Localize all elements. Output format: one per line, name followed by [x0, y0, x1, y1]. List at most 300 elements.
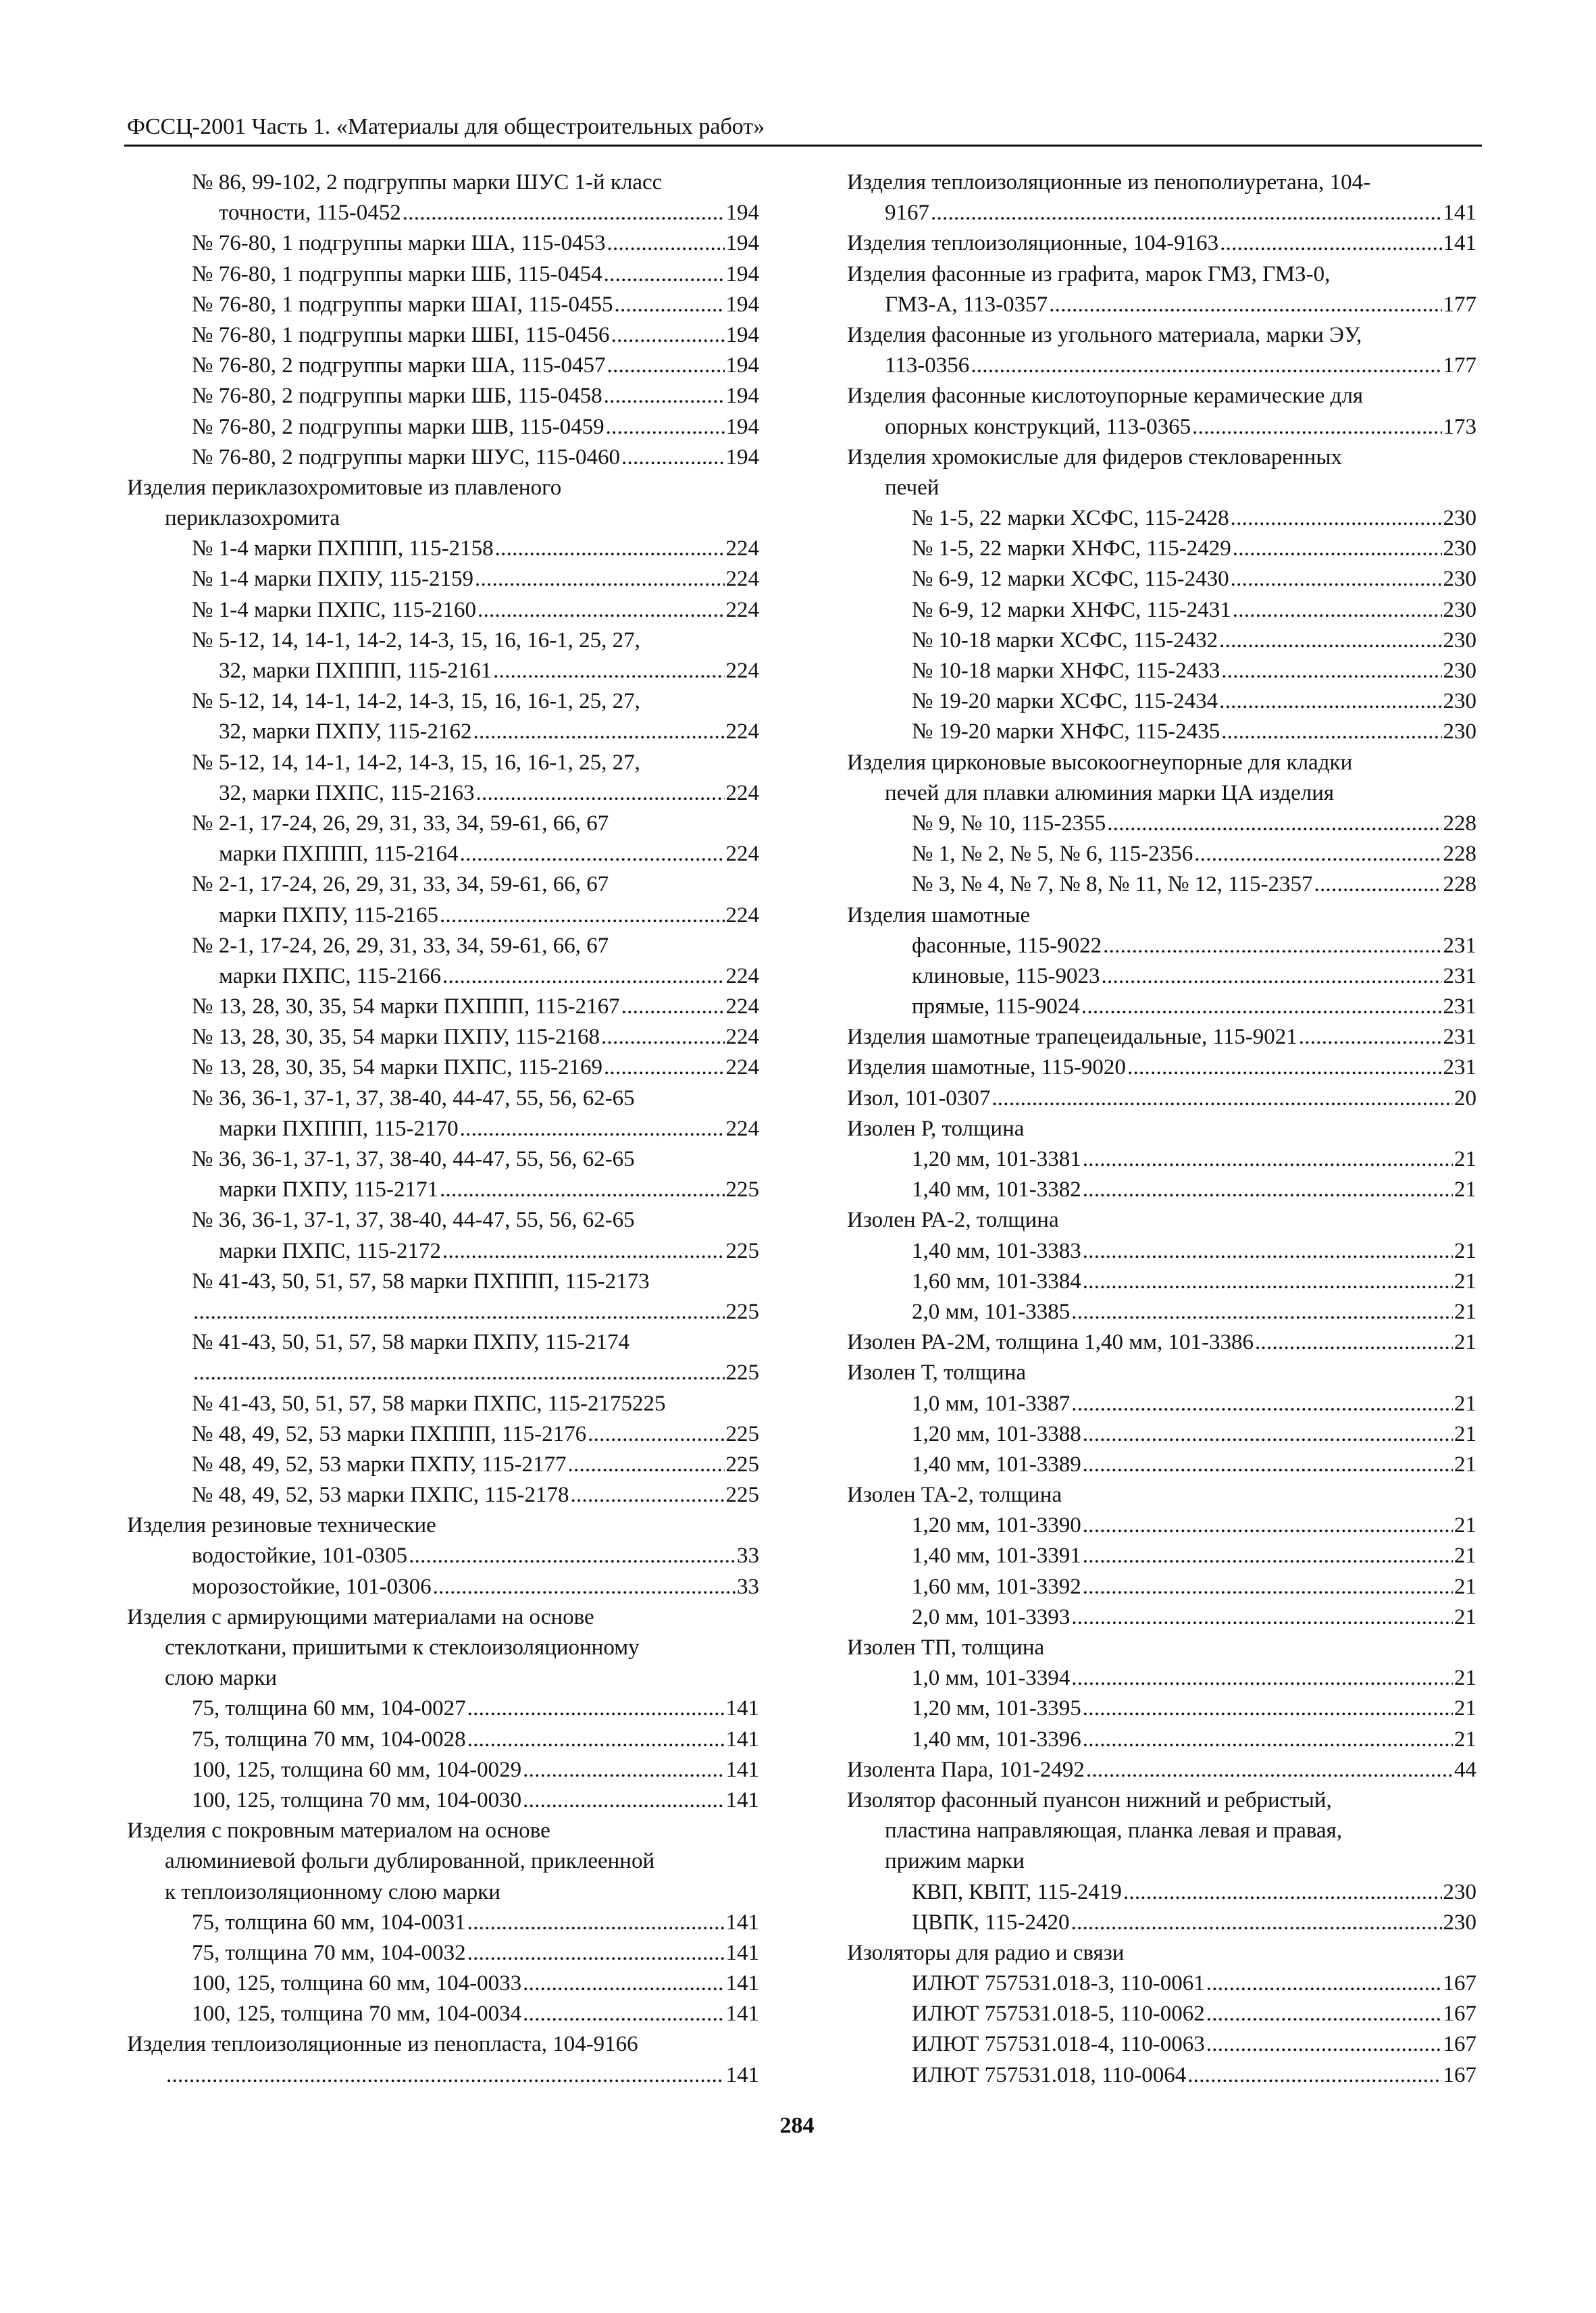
- index-entry-line: [847, 1144, 1476, 1175]
- index-entry-line: [847, 1725, 1476, 1755]
- index-entry-line: [127, 931, 759, 961]
- index-entry-line: [127, 1389, 759, 1419]
- index-entry-text: Изделия фасонные из графита, марок ГМЗ, ГМЗ-0,: [847, 261, 1331, 286]
- index-page-number: 224: [725, 903, 759, 927]
- index-entry-line: [127, 1419, 759, 1450]
- index-entry-line: [127, 595, 759, 626]
- index-page-number: 224: [725, 963, 759, 988]
- index-entry-line: [127, 351, 759, 381]
- index-entry-text: марки ПХПС, 115-2166: [219, 963, 442, 988]
- dot-leader: [440, 1175, 725, 1205]
- index-page-number: 224: [725, 719, 759, 744]
- index-page-number: 167: [1443, 2062, 1476, 2087]
- index-entry-text: 100, 125, толщина 70 мм, 104-0034: [192, 2002, 522, 2027]
- index-page-number: 194: [725, 322, 759, 347]
- index-entry-text: ГМЗ-А, 113-0357: [885, 292, 1048, 317]
- index-page-number: 228: [1443, 811, 1476, 836]
- index-entry-text: Изделия теплоизоляционные, 104-9163: [847, 231, 1219, 256]
- dot-leader: [1233, 534, 1442, 564]
- index-entry-text: № 1-5, 22 марки ХСФС, 115-2428: [912, 506, 1229, 531]
- index-entry-heading: [847, 1327, 1476, 1358]
- index-entry-line: [127, 1144, 759, 1175]
- index-page-number: 194: [725, 414, 759, 439]
- dot-leader: [1231, 503, 1442, 534]
- index-page-number: 224: [725, 1055, 759, 1080]
- index-page-number: 194: [725, 201, 759, 226]
- dot-leader: [467, 1694, 725, 1724]
- index-entry-line: [127, 1938, 759, 1968]
- index-entry-text: морозостойкие, 101-0306: [192, 1574, 432, 1599]
- index-entry-text: № 1-4 марки ПХПУ, 115-2159: [192, 567, 473, 592]
- index-entry-heading: [847, 1358, 1476, 1388]
- index-page-number: 21: [1454, 1299, 1476, 1324]
- index-entry-text: 75, толщина 60 мм, 104-0031: [192, 1910, 466, 1935]
- index-entry-line: [847, 2029, 1476, 2060]
- dot-leader: [588, 1419, 724, 1450]
- index-entry-text: Изолен Р, толщина: [847, 1116, 1025, 1141]
- index-entry-text: ЦВПК, 115-2420: [912, 1910, 1070, 1935]
- index-entry-line: [127, 198, 759, 228]
- index-page-number: 141: [725, 1787, 759, 1812]
- index-page-number: 228: [1443, 842, 1476, 867]
- dot-leader: [621, 442, 725, 473]
- index-entry-line: [127, 1236, 759, 1267]
- dot-leader: [614, 290, 724, 320]
- index-entry-text: № 1-4 марки ПХПС, 115-2160: [192, 597, 476, 622]
- dot-leader: [1194, 839, 1441, 869]
- index-entry-heading: [847, 1938, 1476, 1968]
- index-entry-line: [847, 564, 1476, 594]
- index-entry-line: [847, 198, 1476, 228]
- index-entry-line: [127, 1052, 759, 1083]
- index-entry-line: [127, 1084, 759, 1114]
- dot-leader: [478, 595, 725, 626]
- dot-leader: [1083, 1267, 1453, 1297]
- header-divider: [124, 145, 1482, 147]
- index-entry-line: [127, 228, 759, 259]
- dot-leader: [523, 1755, 724, 1785]
- index-entry-text: № 48, 49, 52, 53 марки ПХПС, 115-2178: [192, 1483, 569, 1508]
- index-entry-line: [127, 686, 759, 717]
- index-entry-heading: [847, 442, 1476, 473]
- index-entry-line: [127, 1785, 759, 1816]
- index-entry-line: [127, 1846, 759, 1877]
- index-entry-text: КВП, КВПТ, 115-2419: [912, 1879, 1122, 1904]
- index-page-number: 33: [737, 1544, 759, 1569]
- dot-leader: [403, 198, 725, 228]
- index-page-number: 225: [725, 1361, 759, 1386]
- index-entry-text: Изделия с армирующими материалами на основе: [127, 1604, 594, 1629]
- index-page-number: 224: [725, 994, 759, 1019]
- index-entry-text: Изоляторы для радио и связи: [847, 1940, 1125, 1965]
- index-entry-heading: [127, 1816, 759, 1846]
- index-entry-line: [127, 259, 759, 290]
- index-entry-heading: [847, 1114, 1476, 1144]
- dot-leader: [1221, 717, 1441, 747]
- index-entry-text: опорных конструкций, 113-0365: [885, 414, 1191, 439]
- dot-leader: [475, 564, 725, 594]
- dot-leader: [1219, 686, 1441, 717]
- dot-leader: [1220, 228, 1441, 259]
- index-entry-text: № 5-12, 14, 14-1, 14-2, 14-3, 15, 16, 16-1, 25, 27,: [192, 689, 640, 714]
- index-page-number: 177: [1443, 292, 1476, 317]
- dot-leader: [1083, 1419, 1453, 1450]
- dot-leader: [607, 228, 724, 259]
- index-entry-text: Изделия цирконовые высокоогнеупорные для кладки: [847, 750, 1353, 775]
- dot-leader: [1071, 1602, 1453, 1633]
- index-entry-line: [127, 1205, 759, 1236]
- index-page-number: 224: [725, 536, 759, 561]
- index-entry-text: 1,40 мм, 101-3396: [912, 1727, 1081, 1752]
- index-entry-text: 1,40 мм, 101-3391: [912, 1544, 1081, 1569]
- page-number: 284: [779, 2113, 815, 2138]
- index-entry-text: Изолента Пара, 101-2492: [847, 1757, 1085, 1782]
- index-entry-text: 2,0 мм, 101-3393: [912, 1604, 1071, 1629]
- dot-leader: [567, 1450, 724, 1480]
- index-entry-text: 1,0 мм, 101-3387: [912, 1391, 1071, 1416]
- dot-leader: [611, 320, 725, 351]
- index-entry-heading: [847, 259, 1476, 290]
- index-entry-heading: [847, 1084, 1476, 1114]
- dot-leader: [523, 1968, 724, 1999]
- dot-leader: [1314, 869, 1441, 900]
- index-page-number: 231: [1443, 933, 1476, 958]
- index-entry-text: клиновые, 115-9023: [912, 963, 1100, 988]
- dot-leader: [440, 900, 725, 931]
- index-page-number: 141: [725, 2002, 759, 2027]
- dot-leader: [1071, 1389, 1453, 1419]
- dot-leader: [523, 1999, 724, 2029]
- index-entry-heading: [847, 1633, 1476, 1663]
- index-entry-line: [847, 473, 1476, 503]
- index-entry-text: № 5-12, 14, 14-1, 14-2, 14-3, 15, 16, 16-1, 25, 27,: [192, 628, 640, 653]
- dot-leader: [1049, 290, 1441, 320]
- index-entry-text: Изделия шамотные: [847, 903, 1031, 927]
- index-entry-line: [847, 595, 1476, 626]
- index-entry-text: марки ПХПС, 115-2172: [219, 1238, 442, 1263]
- index-entry-line: [127, 412, 759, 442]
- index-entry-text: стеклоткани, пришитыми к стеклоизоляционному: [165, 1635, 640, 1660]
- index-page-number: 44: [1454, 1757, 1476, 1782]
- index-entry-text: № 86, 99-102, 2 подгруппы марки ШУС 1-й класс: [192, 170, 663, 195]
- index-entry-text: фасонные, 115-9022: [912, 933, 1102, 958]
- index-page-number: 224: [725, 780, 759, 805]
- index-page-number: 224: [725, 597, 759, 622]
- index-entry-text: ИЛЮТ 757531.018-4, 110-0063: [912, 2032, 1205, 2057]
- index-entry-text: 100, 125, толщина 70 мм, 104-0030: [192, 1787, 522, 1812]
- dot-leader: [409, 1541, 736, 1571]
- index-entry-text: Изделия резиновые технические: [127, 1513, 436, 1538]
- index-page-number: 224: [725, 1116, 759, 1141]
- dot-leader: [1299, 1022, 1442, 1052]
- index-entry-text: Изделия с покровным материалом на основе: [127, 1819, 550, 1844]
- dot-leader: [1071, 1297, 1453, 1327]
- index-entry-line: [847, 1999, 1476, 2029]
- index-page-number: 167: [1443, 1971, 1476, 1996]
- index-entry-text: № 48, 49, 52, 53 марки ПХПУ, 115-2177: [192, 1452, 567, 1477]
- index-entry-line: [127, 2060, 759, 2091]
- index-entry-line: [127, 1541, 759, 1571]
- index-page-number: 21: [1454, 1604, 1476, 1629]
- index-page-number: 141: [1443, 231, 1476, 256]
- index-entry-text: Изолен РА-2М, толщина 1,40 мм, 101-3386: [847, 1330, 1254, 1355]
- index-entry-line: [127, 1725, 759, 1755]
- index-page-number: 141: [725, 1910, 759, 1935]
- index-entry-text: периклазохромита: [165, 506, 340, 531]
- index-entry-heading: [847, 900, 1476, 931]
- dot-leader: [1221, 656, 1441, 686]
- dot-leader: [1083, 1175, 1453, 1205]
- index-entry-line: [127, 1267, 759, 1297]
- index-entry-text: № 9, № 10, 115-2355: [912, 811, 1106, 836]
- index-entry-line: [127, 168, 759, 198]
- index-entry-text: водостойкие, 101-0305: [192, 1544, 408, 1569]
- index-page-number: 141: [725, 1696, 759, 1721]
- index-entry-text: 32, марки ПХППП, 115-2161: [219, 659, 492, 683]
- index-page-number: 225: [725, 1177, 759, 1202]
- index-entry-line: [847, 1267, 1476, 1297]
- index-page-number: 228: [1443, 872, 1476, 897]
- dot-leader: [493, 656, 724, 686]
- index-page-number: 231: [1443, 963, 1476, 988]
- index-entry-text: 100, 125, толщина 60 мм, 104-0033: [192, 1971, 522, 1996]
- index-page-number: 230: [1443, 628, 1476, 653]
- index-page-number: 167: [1443, 2032, 1476, 2057]
- dot-leader: [604, 1052, 724, 1083]
- dot-leader: [1083, 1572, 1453, 1602]
- index-entry-text: 2,0 мм, 101-3385: [912, 1299, 1071, 1324]
- index-entry-text: № 48, 49, 52, 53 марки ПХППП, 115-2176: [192, 1421, 587, 1446]
- index-page-number: 141: [725, 1971, 759, 1996]
- index-entry-text: Изделия фасонные из угольного материала, марки ЭУ,: [847, 322, 1362, 347]
- dot-leader: [1206, 2029, 1442, 2060]
- index-page-number: 20: [1454, 1086, 1476, 1111]
- index-entry-line: [847, 1846, 1476, 1877]
- index-entry-line: [847, 809, 1476, 839]
- index-page-number: 230: [1443, 689, 1476, 714]
- index-entry-text: Изделия теплоизоляционные из пенополиуретана, 104-: [847, 170, 1371, 195]
- index-entry-text: Изолен Т, толщина: [847, 1361, 1027, 1386]
- index-entry-text: 113-0356: [885, 353, 970, 378]
- index-entry-line: [127, 1694, 759, 1724]
- index-entry-line: [127, 1022, 759, 1052]
- index-page-number: 224: [725, 1025, 759, 1050]
- index-entry-text: № 13, 28, 30, 35, 54 марки ПХППП, 115-2167: [192, 994, 620, 1019]
- index-entry-text: марки ПХПУ, 115-2165: [219, 903, 438, 927]
- index-entry-line: [127, 1908, 759, 1938]
- index-page-number: 230: [1443, 659, 1476, 683]
- index-entry-line: [847, 626, 1476, 656]
- index-entry-line: [847, 2060, 1476, 2091]
- index-page-number: 230: [1443, 719, 1476, 744]
- dot-leader: [1071, 1663, 1453, 1694]
- dot-leader: [1083, 1694, 1453, 1724]
- index-entry-line: [847, 503, 1476, 534]
- index-page-number: 230: [1443, 567, 1476, 592]
- index-entry-text: к теплоизоляционному слою марки: [165, 1879, 500, 1904]
- index-entry-line: [127, 839, 759, 869]
- index-entry-line: [127, 1358, 759, 1388]
- index-entry-line: [127, 1480, 759, 1510]
- index-page-number: 21: [1454, 1177, 1476, 1202]
- index-entry-line: [847, 290, 1476, 320]
- index-entry-text: 1,60 мм, 101-3384: [912, 1269, 1081, 1294]
- index-entry-line: [847, 1389, 1476, 1419]
- index-entry-line: [127, 869, 759, 900]
- index-entry-text: 1,40 мм, 101-3389: [912, 1452, 1081, 1477]
- index-entry-line: [127, 1450, 759, 1480]
- index-entry-line: [127, 656, 759, 686]
- index-page-number: 225: [725, 1452, 759, 1477]
- dot-leader: [467, 1725, 725, 1755]
- index-page-number: 21: [1454, 1452, 1476, 1477]
- dot-leader: [1103, 931, 1441, 961]
- dot-leader: [931, 198, 1442, 228]
- index-entry-text: марки ПХППП, 115-2164: [219, 842, 459, 867]
- dot-leader: [1107, 809, 1441, 839]
- index-page-number: 194: [725, 444, 759, 469]
- index-entry-text: ИЛЮТ 757531.018-5, 110-0062: [912, 2002, 1205, 2027]
- index-entry-line: [847, 1450, 1476, 1480]
- index-entry-text: № 76-80, 1 подгруппы марки ШБ, 115-0454: [192, 261, 602, 286]
- index-page-number: 21: [1454, 1696, 1476, 1721]
- index-entry-text: № 19-20 марки ХНФС, 115-2435: [912, 719, 1220, 744]
- dot-leader: [1219, 626, 1441, 656]
- index-entry-line: [127, 748, 759, 778]
- index-page-number: 225: [725, 1238, 759, 1263]
- index-entry-heading: [847, 168, 1476, 198]
- index-entry-line: [127, 1572, 759, 1602]
- index-page-number: 21: [1454, 1238, 1476, 1263]
- index-entry-line: [127, 381, 759, 411]
- index-page-number: 21: [1454, 1391, 1476, 1416]
- dot-leader: [442, 961, 724, 992]
- index-page-number: 194: [725, 231, 759, 256]
- dot-leader: [1255, 1327, 1453, 1358]
- index-entry-text: № 13, 28, 30, 35, 54 марки ПХПС, 115-2169: [192, 1055, 603, 1080]
- index-entry-text: № 5-12, 14, 14-1, 14-2, 14-3, 15, 16, 16-1, 25, 27,: [192, 750, 640, 775]
- index-entry-line: [847, 1908, 1476, 1938]
- index-page-number: 21: [1454, 1727, 1476, 1752]
- index-entry-text: Изделия шамотные, 115-9020: [847, 1055, 1126, 1080]
- index-entry-text: № 10-18 марки ХСФС, 115-2432: [912, 628, 1218, 653]
- index-entry-line: [847, 1816, 1476, 1846]
- index-entry-heading: [127, 2029, 759, 2060]
- index-entry-text: ИЛЮТ 757531.018-3, 110-0061: [912, 1971, 1205, 1996]
- index-page-number: 194: [725, 261, 759, 286]
- index-entry-text: № 76-80, 2 подгруппы марки ШВ, 115-0459: [192, 414, 604, 439]
- index-entry-text: № 36, 36-1, 37-1, 37, 38-40, 44-47, 55, 56, 62-65: [192, 1208, 635, 1233]
- index-entry-text: № 1-5, 22 марки ХНФС, 115-2429: [912, 536, 1231, 561]
- index-entry-text: № 76-80, 2 подгруппы марки ШБ, 115-0458: [192, 384, 602, 409]
- index-page-number: 21: [1454, 1147, 1476, 1171]
- index-entry-text: 75, толщина 70 мм, 104-0028: [192, 1727, 466, 1752]
- index-entry-line: [847, 1602, 1476, 1633]
- index-entry-text: № 76-80, 1 подгруппы марки ША, 115-0453: [192, 231, 606, 256]
- index-entry-text: 1,20 мм, 101-3390: [912, 1513, 1081, 1538]
- index-entry-heading: [847, 228, 1476, 259]
- index-entry-heading: [847, 1480, 1476, 1510]
- index-page-number: 21: [1454, 1421, 1476, 1446]
- index-entry-line: [127, 1755, 759, 1785]
- index-entry-line: [847, 869, 1476, 900]
- index-entry-text: № 36, 36-1, 37-1, 37, 38-40, 44-47, 55, 56, 62-65: [192, 1086, 635, 1111]
- index-entry-text: прямые, 115-9024: [912, 994, 1080, 1019]
- index-entry-line: [127, 1114, 759, 1144]
- index-entry-heading: [127, 473, 759, 503]
- index-entry-line: [127, 717, 759, 747]
- index-entry-text: прижим марки: [885, 1849, 1025, 1874]
- index-page-number: 177: [1443, 353, 1476, 378]
- index-entry-heading: [847, 1205, 1476, 1236]
- index-entry-line: [847, 1694, 1476, 1724]
- dot-leader: [604, 381, 725, 411]
- index-page-number: 224: [725, 842, 759, 867]
- index-entry-heading: [847, 1785, 1476, 1816]
- index-entry-line: [127, 1175, 759, 1205]
- index-entry-line: [847, 992, 1476, 1022]
- index-page-number: 21: [1454, 1269, 1476, 1294]
- index-entry-heading: [847, 1052, 1476, 1083]
- dot-leader: [1083, 1510, 1453, 1541]
- page-header-title: ФССЦ-2001 Часть 1. «Материалы для общестроительных работ»: [127, 114, 765, 139]
- index-entry-text: № 76-80, 1 подгруппы марки ШАI, 115-0455: [192, 292, 613, 317]
- index-entry-text: Изол, 101-0307: [847, 1086, 991, 1111]
- index-entry-text: Изделия теплоизоляционные из пенопласта, 104-9166: [127, 2032, 638, 2057]
- index-entry-line: [127, 809, 759, 839]
- index-entry-line: [127, 503, 759, 534]
- dot-leader: [442, 1236, 724, 1267]
- index-entry-text: № 2-1, 17-24, 26, 29, 31, 33, 34, 59-61, 66, 67: [192, 933, 609, 958]
- dot-leader: [433, 1572, 736, 1602]
- dot-leader: [1206, 1999, 1442, 2029]
- dot-leader: [467, 1938, 725, 1968]
- index-entry-text: 1,20 мм, 101-3381: [912, 1147, 1081, 1171]
- index-entry-text: Изолен РА-2, толщина: [847, 1208, 1059, 1233]
- dot-leader: [621, 992, 725, 1022]
- index-entry-line: [847, 534, 1476, 564]
- index-entry-text: печей для плавки алюминия марки ЦА изделия: [885, 780, 1335, 805]
- index-page-number: 194: [725, 353, 759, 378]
- index-entry-text: точности, 115-0452: [219, 201, 401, 226]
- index-page-number: 21: [1454, 1544, 1476, 1569]
- index-page-number: 173: [1443, 414, 1476, 439]
- index-entry-text: 32, марки ПХПС, 115-2163: [219, 780, 475, 805]
- index-entry-text: марки ПХППП, 115-2170: [219, 1116, 459, 1141]
- dot-leader: [495, 534, 725, 564]
- dot-leader: [607, 351, 724, 381]
- index-entry-heading: [847, 381, 1476, 411]
- index-entry-line: [127, 564, 759, 594]
- index-entry-line: [127, 1663, 759, 1694]
- index-entry-text: 75, толщина 60 мм, 104-0027: [192, 1696, 466, 1721]
- index-entry-line: [127, 534, 759, 564]
- index-entry-line: [847, 1236, 1476, 1267]
- dot-leader: [1192, 412, 1441, 442]
- dot-leader: [1086, 1755, 1453, 1785]
- dot-leader: [1187, 2060, 1441, 2091]
- index-page-number: 225: [725, 1421, 759, 1446]
- index-entry-line: [847, 1877, 1476, 1908]
- dot-leader: [1081, 992, 1442, 1022]
- dot-leader: [1102, 961, 1442, 992]
- index-page-number: 231: [1443, 1025, 1476, 1050]
- dot-leader: [571, 1480, 725, 1510]
- index-page-number: 230: [1443, 597, 1476, 622]
- index-entry-line: [847, 1968, 1476, 1999]
- index-page-number: 230: [1443, 1910, 1476, 1935]
- index-entry-line: [847, 778, 1476, 809]
